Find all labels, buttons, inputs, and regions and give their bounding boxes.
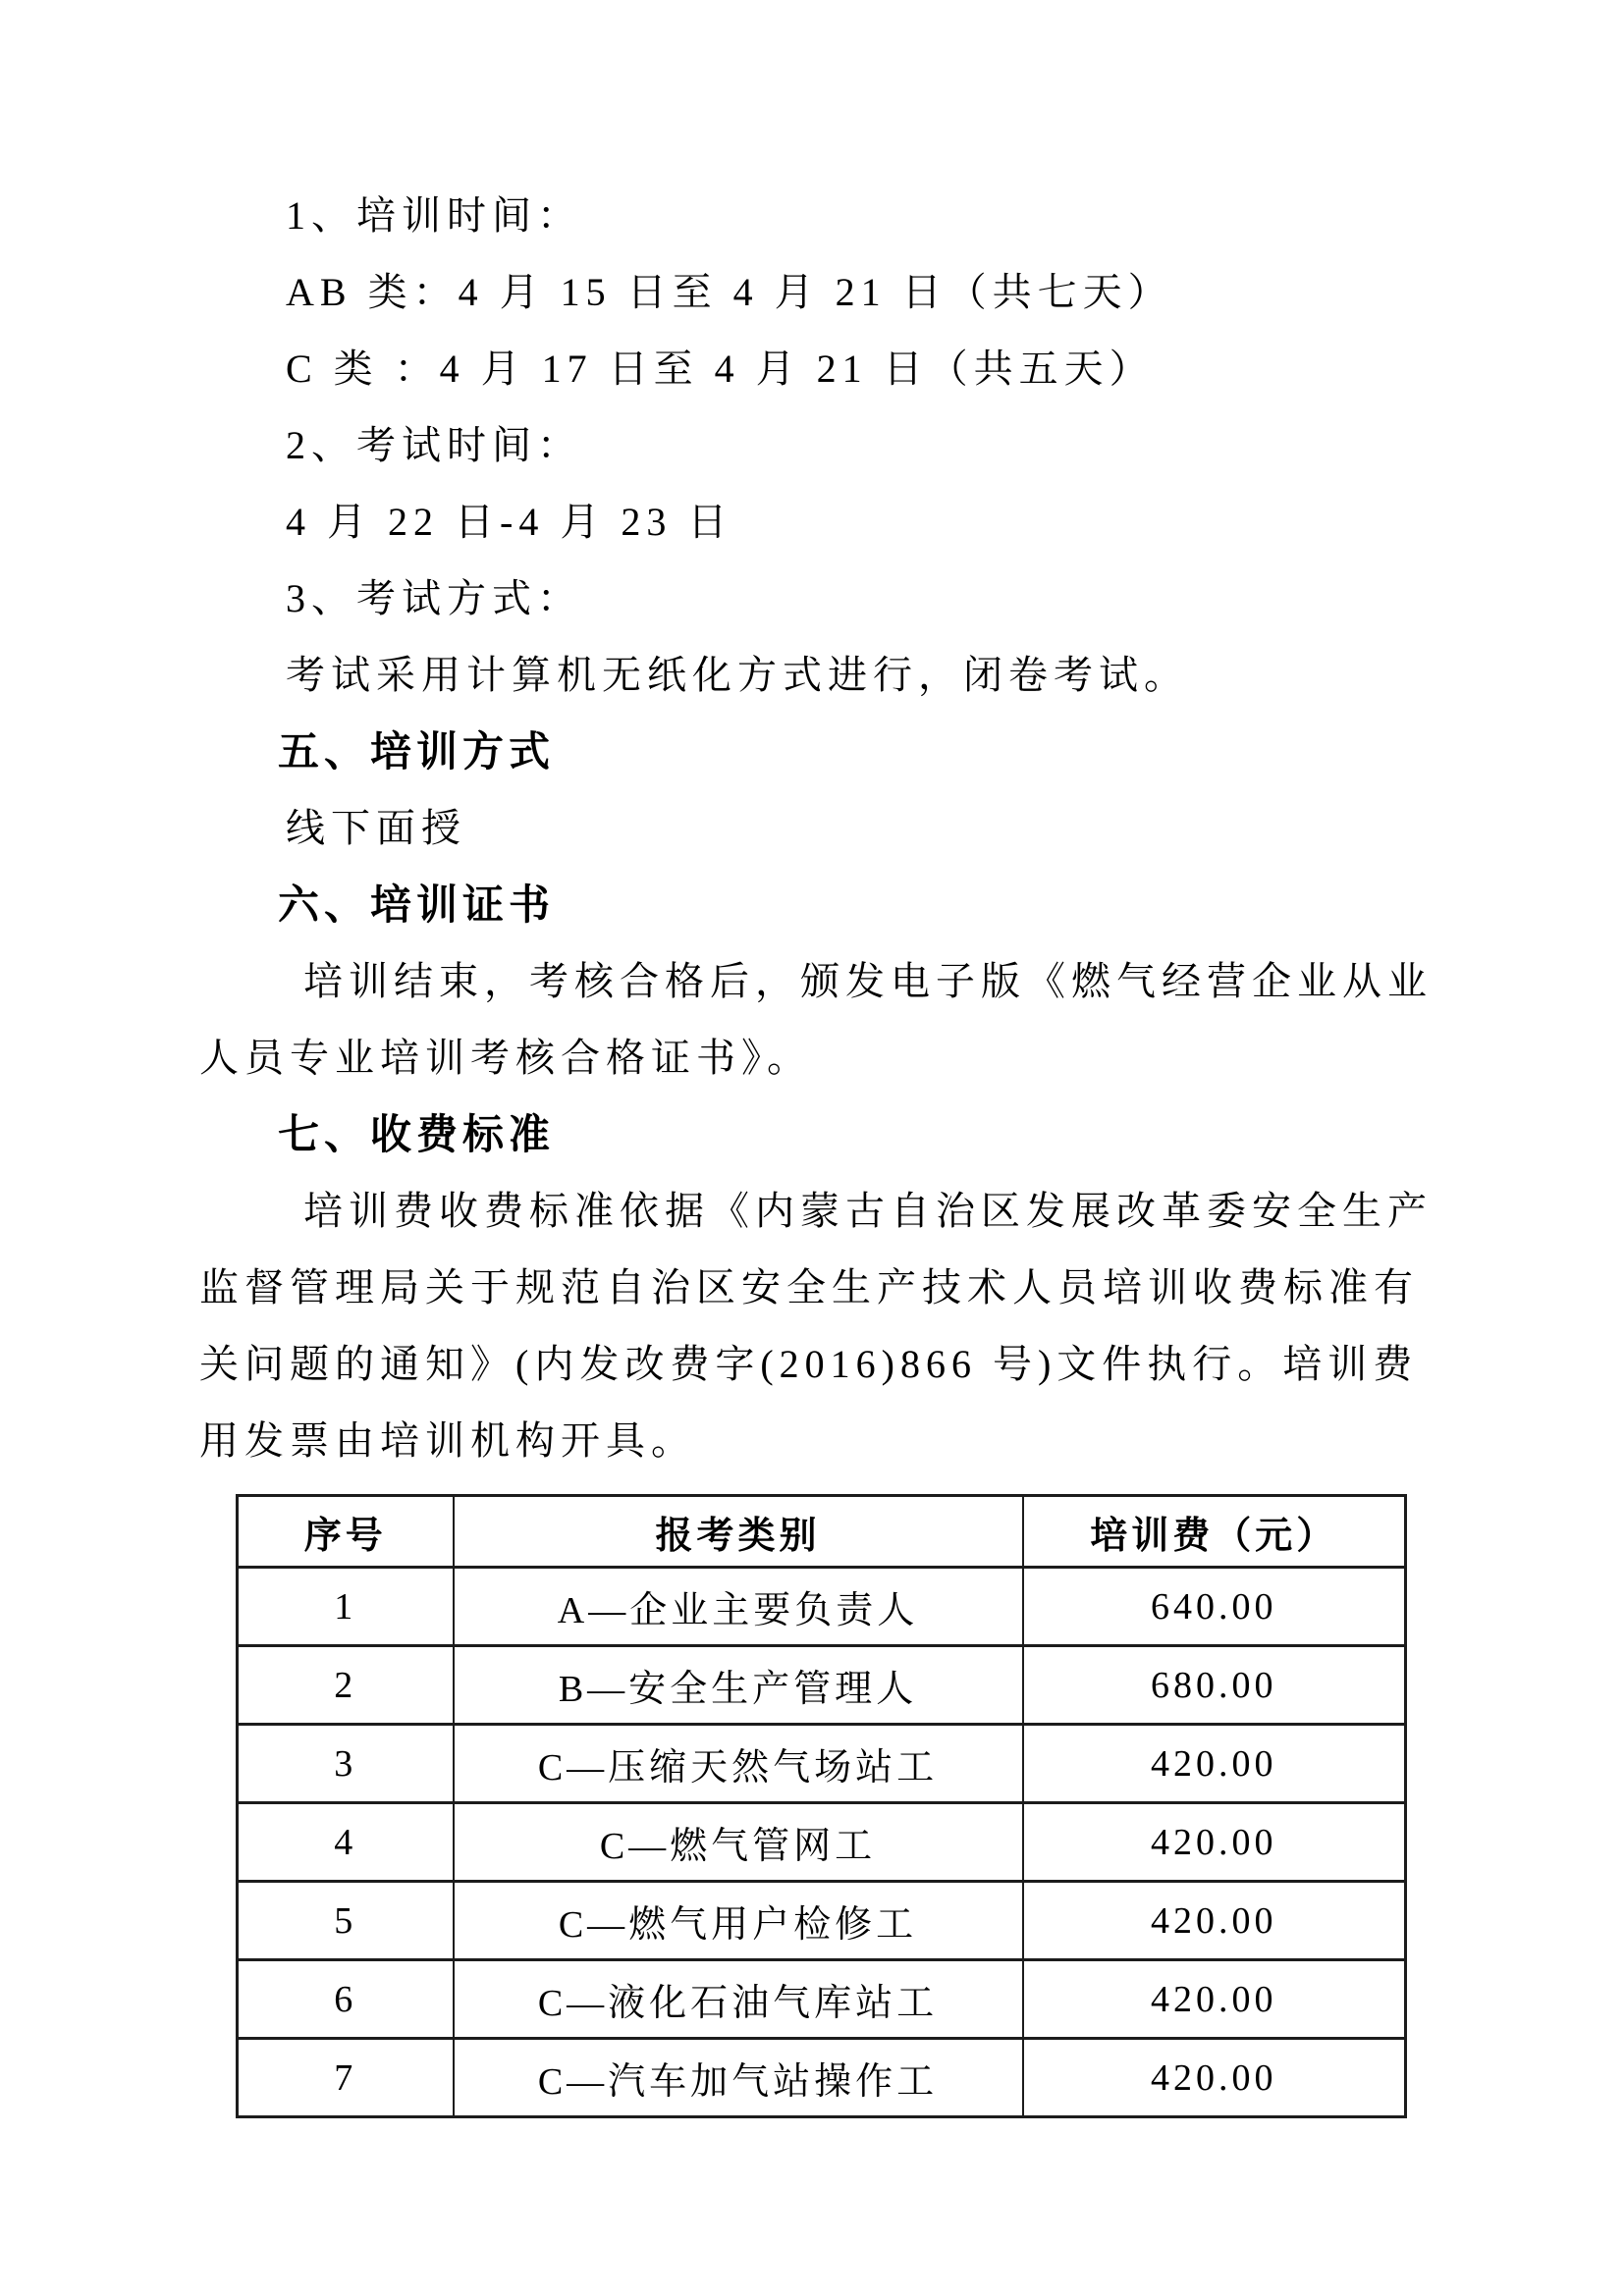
cell-fee: 420.00	[1023, 2039, 1406, 2117]
table-row	[238, 1803, 1406, 1882]
table-row	[238, 1646, 1406, 1725]
line-exam-method-detail: 考试采用计算机无纸化方式进行，闭卷考试。	[286, 653, 1189, 697]
line-training-time-c: C 类 ：4 月 17 日至 4 月 21 日（共五天）	[286, 347, 1155, 391]
line-exam-method-label: 3、考试方式：	[286, 576, 582, 620]
cell-index: 6	[238, 1960, 454, 2039]
cell-category: C—燃气管网工	[454, 1803, 1023, 1882]
cell-category: C—液化石油气库站工	[454, 1960, 1023, 2039]
line-training-time-label: 1、培训时间：	[286, 193, 582, 238]
cell-category: C—燃气用户检修工	[454, 1882, 1023, 1960]
cell-fee: 420.00	[1023, 1725, 1406, 1803]
cell-index: 1	[238, 1568, 454, 1646]
table-row	[238, 1882, 1406, 1960]
fee-table-header-row	[238, 1496, 1406, 1568]
cell-index: 5	[238, 1882, 454, 1960]
cell-index: 3	[238, 1725, 454, 1803]
line-fee-para-4: 用发票由培训机构开具。	[199, 1418, 696, 1463]
cell-index: 7	[238, 2039, 454, 2117]
fee-table-header-index: 序号	[238, 1496, 454, 1568]
line-cert-para-2: 人员专业培训考核合格证书》。	[199, 1036, 812, 1080]
heading-fee-standard: 七、收费标准	[278, 1111, 556, 1157]
fee-table	[236, 1494, 1407, 2118]
line-fee-para-1: 培训费收费标准依据《内蒙古自治区发展改革委安全生产	[303, 1189, 1433, 1233]
heading-training-method: 五、培训方式	[278, 728, 556, 774]
line-exam-time-dates: 4 月 22 日-4 月 23 日	[286, 500, 733, 544]
cell-fee: 420.00	[1023, 1803, 1406, 1882]
table-row	[238, 1725, 1406, 1803]
fee-table-header-category: 报考类别	[454, 1496, 1023, 1568]
line-fee-para-2: 监督管理局关于规范自治区安全生产技术人员培训收费标准有	[199, 1265, 1419, 1309]
cell-category: B—安全生产管理人	[454, 1646, 1023, 1725]
line-fee-para-3: 关问题的通知》(内发改费字(2016)866 号)文件执行。培训费	[199, 1342, 1419, 1386]
line-training-time-ab: AB 类：4 月 15 日至 4 月 21 日（共七天）	[286, 270, 1173, 314]
cell-fee: 680.00	[1023, 1646, 1406, 1725]
cell-category: C—压缩天然气场站工	[454, 1725, 1023, 1803]
cell-category: C—汽车加气站操作工	[454, 2039, 1023, 2117]
table-row	[238, 2039, 1406, 2117]
cell-index: 2	[238, 1646, 454, 1725]
heading-training-cert: 六、培训证书	[278, 881, 556, 928]
table-row	[238, 1568, 1406, 1646]
line-training-method: 线下面授	[286, 806, 466, 850]
cell-fee: 420.00	[1023, 1960, 1406, 2039]
line-cert-para-1: 培训结束，考核合格后，颁发电子版《燃气经营企业从业	[303, 959, 1433, 1003]
fee-table-header-fee: 培训费（元）	[1023, 1496, 1406, 1568]
line-exam-time-label: 2、考试时间：	[286, 423, 582, 467]
cell-category: A—企业主要负责人	[454, 1568, 1023, 1646]
table-row	[238, 1960, 1406, 2039]
cell-fee: 640.00	[1023, 1568, 1406, 1646]
cell-index: 4	[238, 1803, 454, 1882]
cell-fee: 420.00	[1023, 1882, 1406, 1960]
